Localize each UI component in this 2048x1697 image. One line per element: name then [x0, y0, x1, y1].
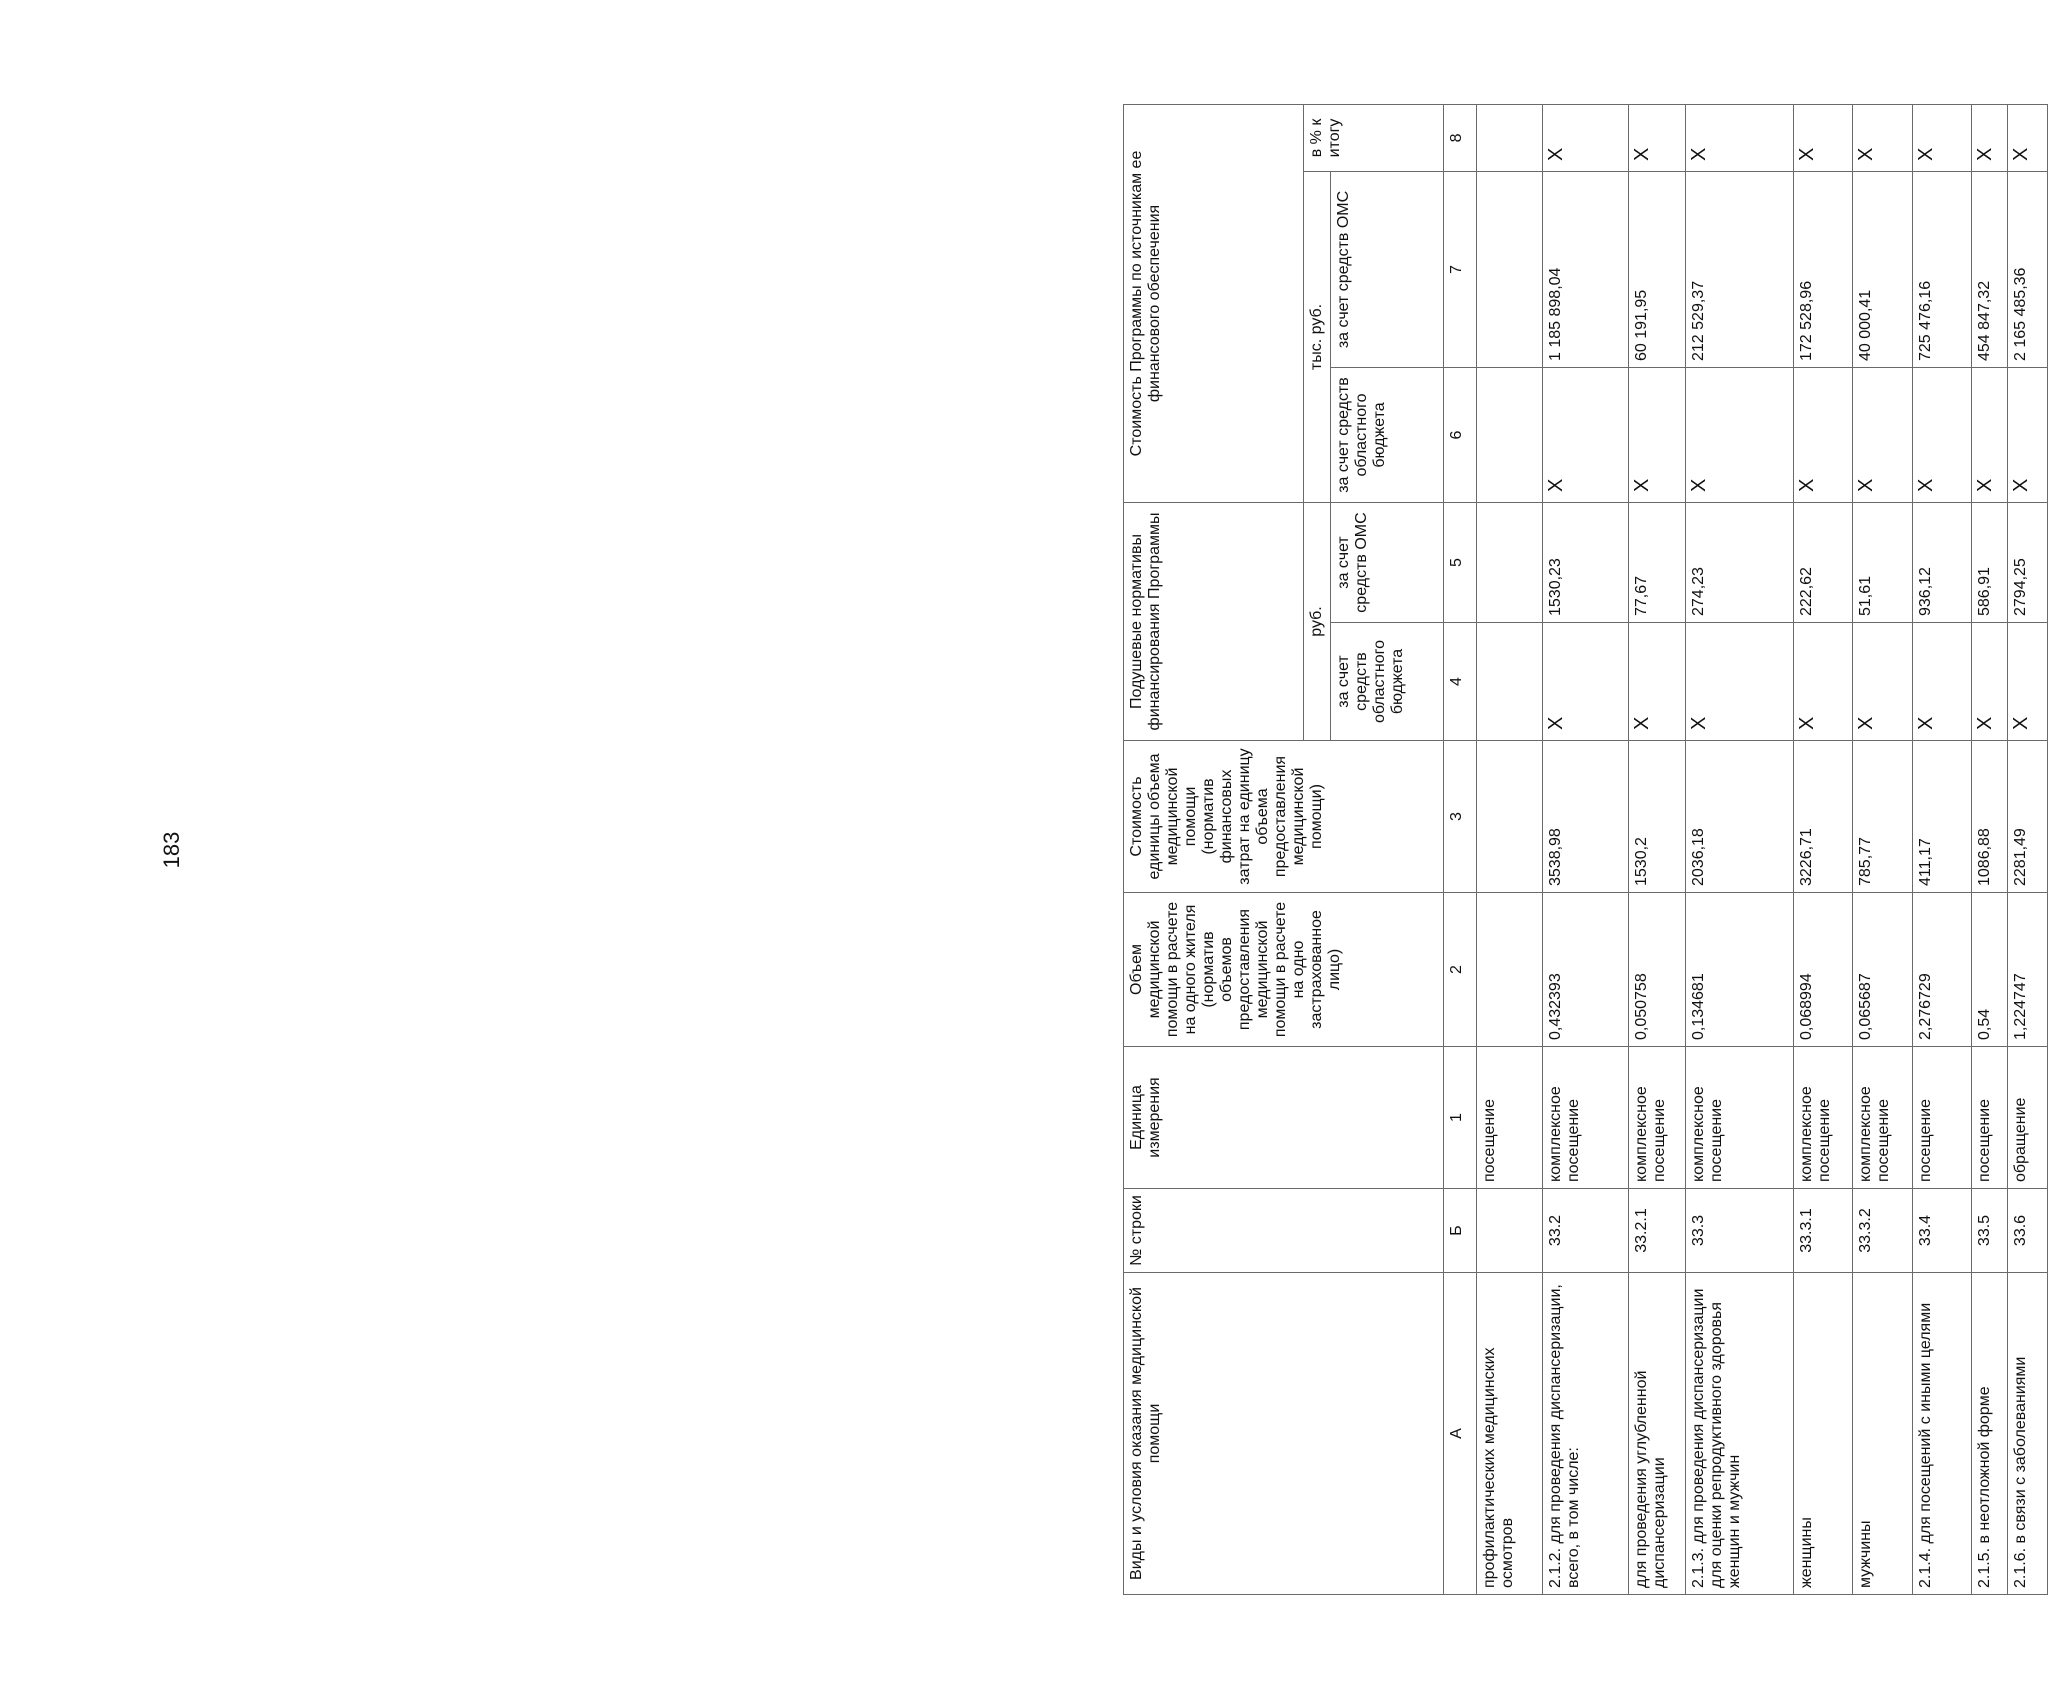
row-cost-oms — [1477, 171, 1543, 367]
row-name: 2.1.4. для посещений с иными целями — [1913, 1273, 1971, 1595]
column-number-row — [1444, 104, 1477, 1594]
table-row — [1477, 104, 1543, 1594]
row-volume — [1477, 893, 1543, 1047]
row-cost: 3226,71 — [1794, 741, 1852, 893]
row-line: 33.3 — [1686, 1189, 1794, 1273]
row-cost-budget — [1477, 367, 1543, 502]
row-cost: 2281,49 — [2008, 741, 2048, 893]
row-line: 33.2.1 — [1629, 1189, 1686, 1273]
row-unit: комплексное посещение — [1629, 1047, 1686, 1189]
header-percent: в % к итогу — [1304, 104, 1444, 171]
column-number: 7 — [1444, 171, 1477, 367]
row-norm-oms: 1530,23 — [1543, 502, 1629, 622]
header-line-number: № строки — [1124, 1189, 1444, 1273]
table-row — [2008, 104, 2048, 1594]
row-volume: 0,54 — [1971, 893, 2007, 1047]
row-cost: 1530,2 — [1629, 741, 1686, 893]
table-row — [1794, 104, 1852, 1594]
column-number: 8 — [1444, 104, 1477, 171]
row-cost-oms: 212 529,37 — [1686, 171, 1794, 367]
row-norm-oms: 586,91 — [1971, 502, 2007, 622]
row-percent: X — [1913, 104, 1971, 171]
column-number: 5 — [1444, 502, 1477, 622]
row-cost-budget: X — [1852, 367, 1913, 502]
row-unit: посещение — [1971, 1047, 2007, 1189]
row-cost-oms: 40 000,41 — [1852, 171, 1913, 367]
row-line: 33.5 — [1971, 1189, 2007, 1273]
row-name: мужчины — [1852, 1273, 1913, 1595]
header-cost-oms: за счет средств ОМС — [1331, 171, 1444, 367]
row-cost: 2036,18 — [1686, 741, 1794, 893]
row-norm-budget: X — [1971, 623, 2007, 741]
row-norm-budget: X — [1913, 623, 1971, 741]
column-number: А — [1444, 1273, 1477, 1595]
row-cost-budget: X — [1629, 367, 1686, 502]
column-number: 2 — [1444, 893, 1477, 1047]
column-number: 3 — [1444, 741, 1477, 893]
row-unit: посещение — [1913, 1047, 1971, 1189]
page-number: 183 — [159, 831, 184, 869]
row-cost-budget: X — [1794, 367, 1852, 502]
row-percent: X — [1543, 104, 1629, 171]
row-line: 33.6 — [2008, 1189, 2048, 1273]
row-unit: комплексное посещение — [1852, 1047, 1913, 1189]
row-norm-oms: 936,12 — [1913, 502, 1971, 622]
row-line: 33.3.1 — [1794, 1189, 1852, 1273]
row-percent: X — [2008, 104, 2048, 171]
row-cost-budget: X — [1971, 367, 2007, 502]
header-cost-group: Стоимость Программы по источникам ее финансового обеспечения — [1124, 104, 1304, 502]
row-cost-oms: 454 847,32 — [1971, 171, 2007, 367]
row-line: 33.4 — [1913, 1189, 1971, 1273]
row-norm-budget: X — [1543, 623, 1629, 741]
row-percent: X — [1794, 104, 1852, 171]
row-norm-oms: 77,67 — [1629, 502, 1686, 622]
row-line: 33.2 — [1543, 1189, 1629, 1273]
header-norm-budget: за счет средств областного бюджета — [1331, 623, 1444, 741]
table-row — [1913, 104, 1971, 1594]
row-line — [1477, 1189, 1543, 1273]
table-container — [1123, 105, 2048, 1595]
column-number: Б — [1444, 1189, 1477, 1273]
row-cost-budget: X — [2008, 367, 2048, 502]
header-norm-oms: за счет средств ОМС — [1331, 502, 1444, 622]
row-norm-budget: X — [1794, 623, 1852, 741]
column-number: 4 — [1444, 623, 1477, 741]
row-norm-oms: 222,62 — [1794, 502, 1852, 622]
table-row — [1543, 104, 1629, 1594]
row-volume: 0,050758 — [1629, 893, 1686, 1047]
row-percent: X — [1971, 104, 2007, 171]
row-volume: 0,134681 — [1686, 893, 1794, 1047]
row-percent: X — [1852, 104, 1913, 171]
row-cost-oms: 1 185 898,04 — [1543, 171, 1629, 367]
row-name: 2.1.3. для проведения диспансеризации для оценки репродуктивного здоровья женщин и мужчин — [1686, 1273, 1794, 1595]
table-row — [1971, 104, 2007, 1594]
row-cost-oms: 60 191,95 — [1629, 171, 1686, 367]
header-rub: руб. — [1304, 502, 1331, 740]
row-name: 2.1.5. в неотложной форме — [1971, 1273, 2007, 1595]
row-name: для проведения углубленной диспансеризации — [1629, 1273, 1686, 1595]
row-unit: обращение — [2008, 1047, 2048, 1189]
header-unit-cost: Стоимость единицы объема медицинской помощи (норматив финансовых затрат на единицу объема предоставления медицинской помощи) — [1124, 741, 1444, 893]
row-cost-oms: 172 528,96 — [1794, 171, 1852, 367]
row-percent: X — [1629, 104, 1686, 171]
row-cost: 1086,88 — [1971, 741, 2007, 893]
row-name: женщины — [1794, 1273, 1852, 1595]
row-cost: 785,77 — [1852, 741, 1913, 893]
table-header — [1124, 104, 1444, 1594]
row-unit: посещение — [1477, 1047, 1543, 1189]
header-normatives-group: Подушевые нормативы финансирования Программы — [1124, 502, 1304, 740]
row-cost-budget: X — [1686, 367, 1794, 502]
header-volume: Объем медицинской помощи в расчете на одного жителя (норматив объемов предоставления медицинской помощи в расчете на одно застрахованное лицо) — [1124, 893, 1444, 1047]
row-norm-oms: 274,23 — [1686, 502, 1794, 622]
row-norm-budget: X — [1686, 623, 1794, 741]
row-line: 33.3.2 — [1852, 1189, 1913, 1273]
row-norm-budget: X — [1852, 623, 1913, 741]
header-unit: Единица измерения — [1124, 1047, 1444, 1189]
row-unit: комплексное посещение — [1686, 1047, 1794, 1189]
row-volume: 2,276729 — [1913, 893, 1971, 1047]
financing-table — [1123, 104, 2048, 1595]
header-cost-budget: за счет средств областного бюджета — [1331, 367, 1444, 502]
row-norm-oms: 2794,25 — [2008, 502, 2048, 622]
row-volume: 0,432393 — [1543, 893, 1629, 1047]
row-cost: 411,17 — [1913, 741, 1971, 893]
row-unit: комплексное посещение — [1794, 1047, 1852, 1189]
row-norm-budget — [1477, 623, 1543, 741]
row-cost-oms: 2 165 485,36 — [2008, 171, 2048, 367]
row-norm-oms: 51,61 — [1852, 502, 1913, 622]
header-thousand-rub: тыс. руб. — [1304, 171, 1331, 502]
row-name: 2.1.2. для проведения диспансеризации, всего, в том числе: — [1543, 1273, 1629, 1595]
row-percent: X — [1686, 104, 1794, 171]
column-number: 1 — [1444, 1047, 1477, 1189]
row-percent — [1477, 104, 1543, 171]
row-cost-oms: 725 476,16 — [1913, 171, 1971, 367]
row-norm-budget: X — [2008, 623, 2048, 741]
row-volume: 1,224747 — [2008, 893, 2048, 1047]
row-name: профилактических медицинских осмотров — [1477, 1273, 1543, 1595]
table-row — [1686, 104, 1794, 1594]
table-row — [1852, 104, 1913, 1594]
row-cost — [1477, 741, 1543, 893]
row-cost-budget: X — [1913, 367, 1971, 502]
table-body — [1444, 104, 2048, 1594]
column-number: 6 — [1444, 367, 1477, 502]
row-cost: 3538,98 — [1543, 741, 1629, 893]
row-name: 2.1.6. в связи с заболеваниями — [2008, 1273, 2048, 1595]
row-unit: комплексное посещение — [1543, 1047, 1629, 1189]
row-norm-oms — [1477, 502, 1543, 622]
row-norm-budget: X — [1629, 623, 1686, 741]
row-volume: 0,065687 — [1852, 893, 1913, 1047]
row-volume: 0,068994 — [1794, 893, 1852, 1047]
header-kind: Виды и условия оказания медицинской помощи — [1124, 1273, 1444, 1595]
table-row — [1629, 104, 1686, 1594]
row-cost-budget: X — [1543, 367, 1629, 502]
